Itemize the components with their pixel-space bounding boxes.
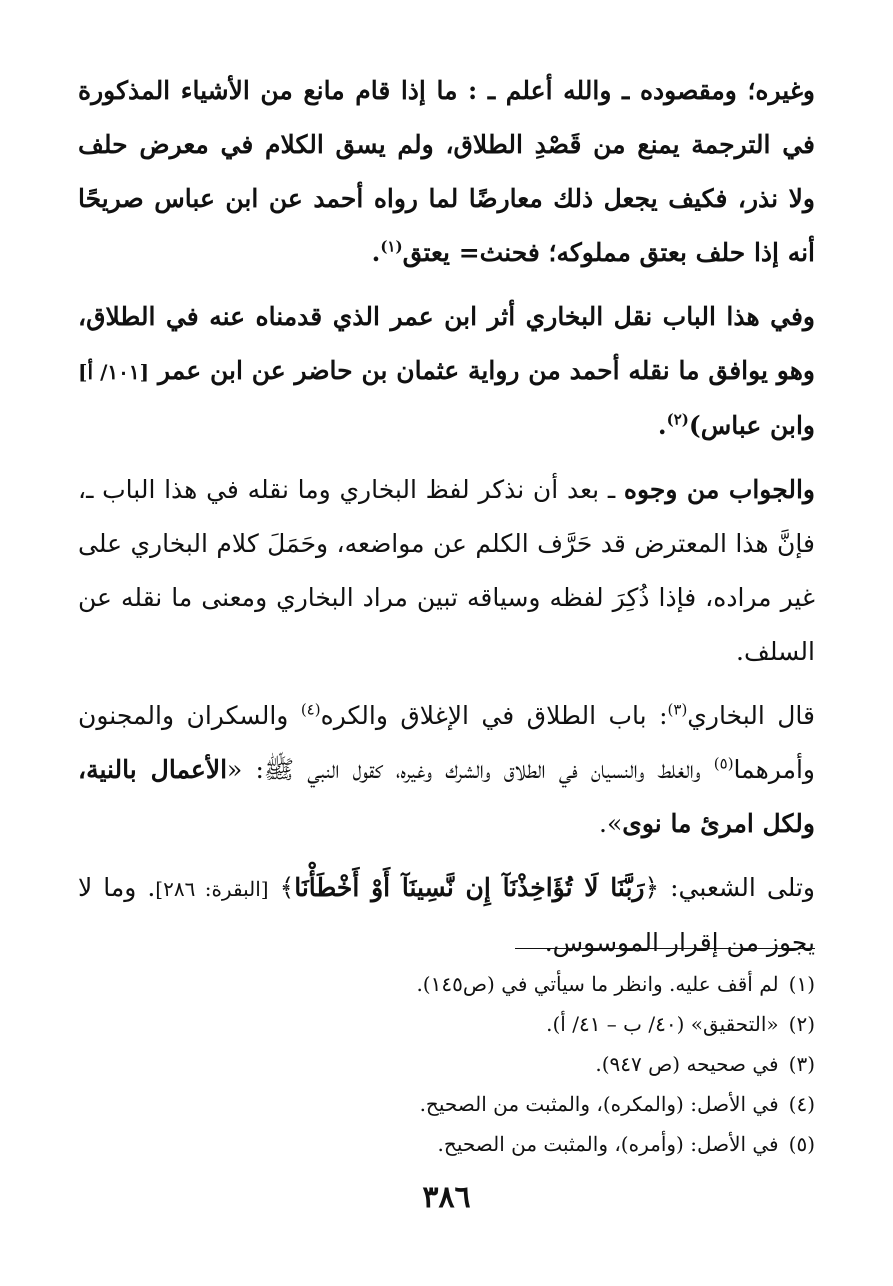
- verse-close: ﴾: [268, 873, 295, 902]
- footnote-text: «التحقيق» (٤٠/ ب – ٤١/ أ).: [546, 1012, 779, 1036]
- paragraph-2-text: وفي هذا الباب نقل البخاري أثر ابن عمر الذي قدمناه عنه في الطلاق، وهو يوافق ما نقله أحمد من رواية عثمان بن حاضر عن ابن عمر: [78, 302, 815, 385]
- footnote-item: [300, 1004, 815, 1044]
- bukhari-said: قال البخاري: [687, 701, 815, 730]
- footnote-text: في صحيحه (ص ٩٤٧).: [595, 1052, 779, 1076]
- footnote-number: (٤): [788, 1092, 815, 1116]
- footnote-number: (١): [788, 972, 815, 996]
- manuscript-page-ref: [١٠١/ أ]: [78, 360, 150, 384]
- paragraph-2-continuation: وابن عباس): [688, 411, 815, 440]
- answer-heading: والجواب من وجوه: [623, 475, 815, 504]
- chapter-title-end: والغلط والنسيان في الطلاق والشرك وغيره، كقول النبي ﷺ: «: [227, 755, 714, 784]
- footnote-text: في الأصل: (والمكره)، والمثبت من الصحيح.: [419, 1092, 779, 1116]
- footnote-divider: [515, 948, 815, 949]
- main-text: [78, 64, 815, 970]
- page-number: ٣٨٦: [422, 1180, 471, 1215]
- footnote-ref-5[interactable]: (٥): [713, 754, 734, 773]
- paragraph-1-end: .: [371, 238, 381, 267]
- footnote-item: [300, 1084, 815, 1124]
- verse-reference: [البقرة: ٢٨٦]: [155, 877, 269, 901]
- footnote-number: (٢): [788, 1012, 815, 1036]
- shabi-recited: وتلى الشعبي: ﴿: [644, 873, 815, 902]
- hadith-close: ».: [599, 809, 623, 838]
- paragraph-2-end: .: [657, 411, 667, 440]
- paragraph-5-end: . وما لا يجوز من إقرار الموسوس.: [78, 873, 815, 957]
- quran-verse: رَبَّنَا لَا تُؤَاخِذْنَآ إِن نَّسِينَآ أَوْ أَخْطَأْنَا: [294, 873, 645, 902]
- footnote-item: [300, 964, 815, 1004]
- footnote-item: [300, 1044, 815, 1084]
- hadith-quote: الأعمال بالنية، ولكل امرئ ما نوى: [78, 755, 815, 838]
- paragraph-1: [78, 64, 815, 280]
- footnote-number: (٣): [788, 1052, 815, 1076]
- footnotes: [300, 964, 815, 1164]
- footnote-number: (٥): [788, 1132, 815, 1156]
- footnote-text: في الأصل: (وأمره)، والمثبت من الصحيح.: [437, 1132, 779, 1156]
- paragraph-2: [78, 290, 815, 453]
- footnote-ref-1[interactable]: (١): [380, 237, 403, 256]
- paragraph-3-text: ـ بعد أن نذكر لفظ البخاري وما نقله في هذا الباب ـ، فإنَّ هذا المعترض قد حَرَّف الكلم عن مواضعه، وحَمَلَ كلام البخاري على غير مراده، فإذا ذُكِرَ لفظه وسياقه تبين مراد البخاري ومعنى ما نقله عن السلف.: [78, 475, 815, 666]
- paragraph-3: [78, 463, 815, 679]
- footnote-item: [300, 1124, 815, 1164]
- footnote-ref-3[interactable]: (٣): [667, 700, 688, 719]
- footnote-ref-2[interactable]: (٢): [666, 410, 689, 429]
- paragraph-1-text: وغيره؛ ومقصوده ـ والله أعلم ـ : ما إذا قام مانع من الأشياء المذكورة في الترجمة يمنع من قَصْدِ الطلاق، ولم يسق الكلام في معرض حلف ولا نذر، فكيف يجعل ذلك معارضًا لما رواه أحمد عن ابن عباس صريحًا أنه إذا حلف بعتق مملوكه؛ فحنث= يعتق: [78, 76, 815, 267]
- chapter-title: : باب الطلاق في الإغلاق والكره: [320, 701, 668, 730]
- chapter-title-cont: والسكران والمجنون وأمرهما: [78, 701, 816, 784]
- paragraph-5: [78, 861, 815, 970]
- footnote-ref-4[interactable]: (٤): [300, 700, 321, 719]
- paragraph-4: [78, 689, 815, 851]
- footnote-text: لم أقف عليه. وانظر ما سيأتي في (ص١٤٥).: [416, 972, 779, 996]
